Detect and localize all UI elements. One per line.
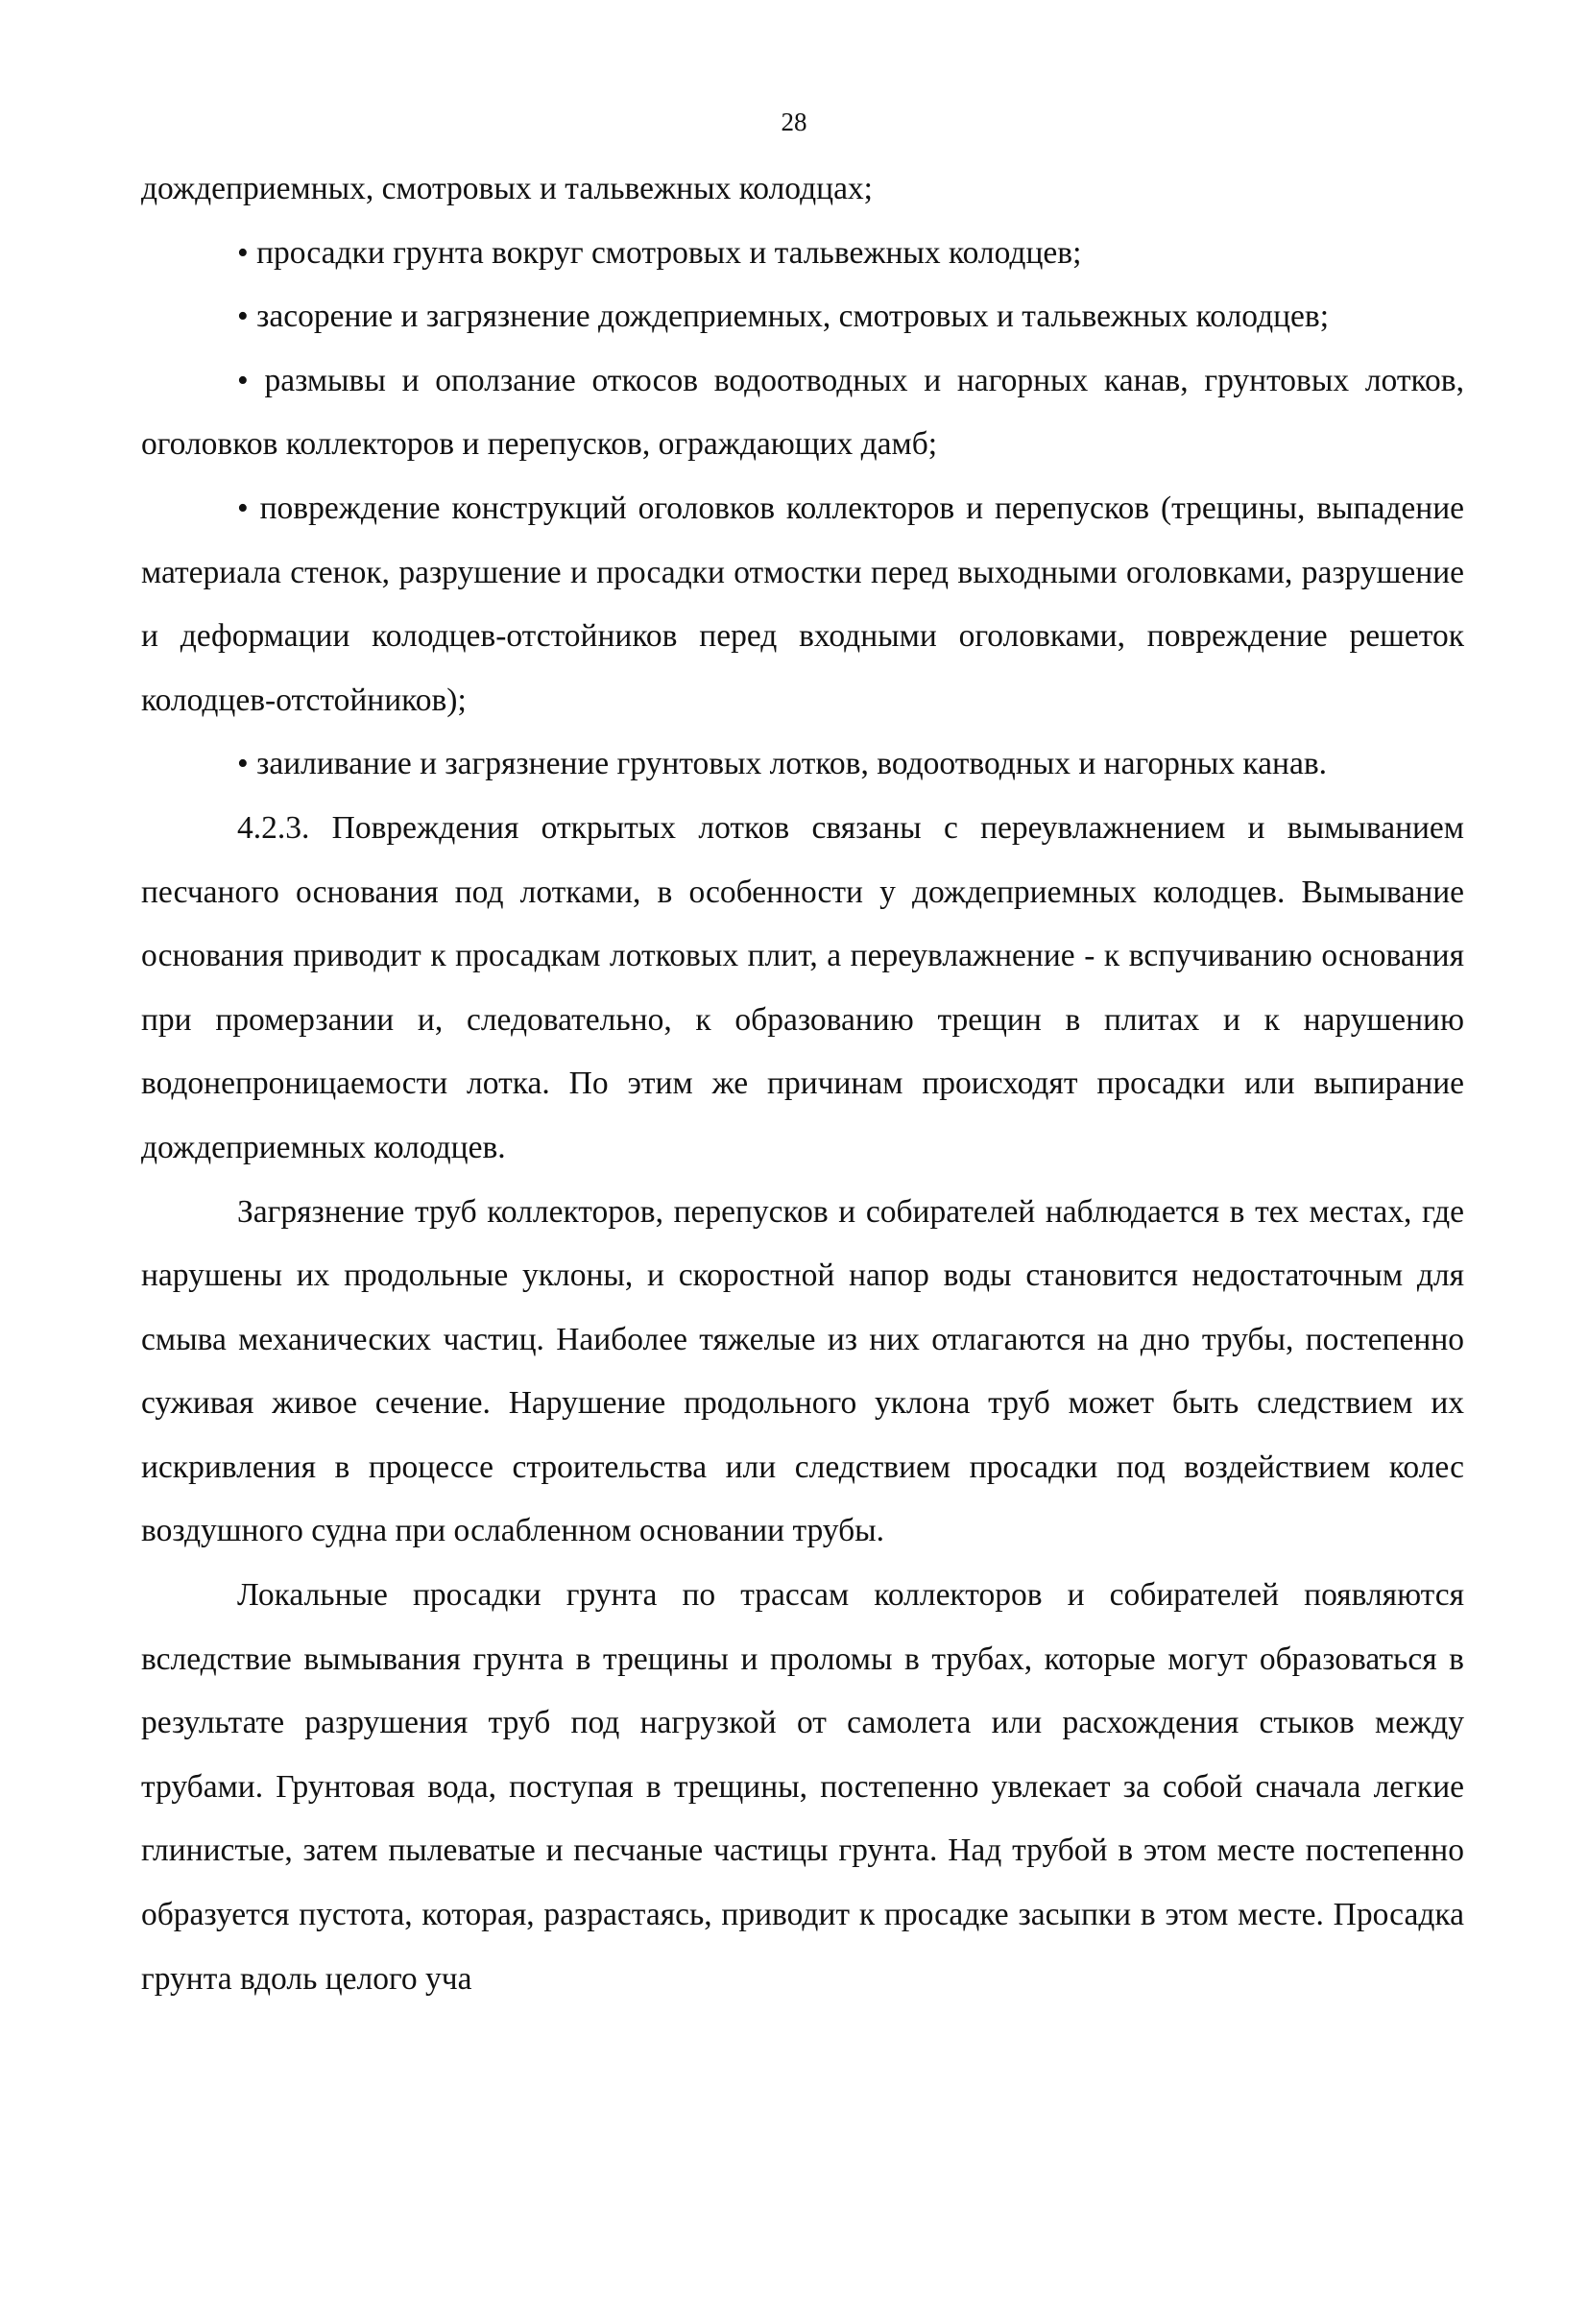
page-number: 28	[781, 108, 807, 136]
document-body	[141, 157, 1464, 2011]
list-item-clogging: • засорение и загрязнение дождеприемных, смотровых и тальвежных колодцев;	[237, 299, 1330, 335]
paragraph-pipe-contamination: Загрязнение труб коллекторов, перепусков и собирателей наблюдается в тех местах, где нарушены их продольные уклоны, и скоростной напор воды становится недостаточным для смыва механических частиц. Наиболее тяжелые из них отлагаются на дно трубы, постепенно суживая живое сечение. Нарушение продольного уклона труб может быть следствием их искривления в процессе строительства или следствием просадки под воздействием колес воздушного судна при ослабленном основании трубы.	[141, 1193, 1464, 1549]
list-item-headwall-damage: • повреждение конструкций оголовков коллекторов и перепусков (трещины, выпадение материала стенок, разрушение и просадки отмостки перед выходными оголовками, разрушение и деформации колодцев-отстойников перед входными оголовками, повреждение решеток колодцев-отстойников);	[141, 490, 1464, 718]
list-item-slope-erosion: • размывы и оползание откосов водоотводных и нагорных канав, грунтовых лотков, оголовков коллекторов и перепусков, ограждающих дамб;	[141, 362, 1464, 463]
paragraph-section-4-2-3: 4.2.3. Повреждения открытых лотков связаны с переувлажнением и вымыванием песчаного основания под лотками, в особенности у дождеприемных колодцев. Вымывание основания приводит к просадкам лотковых плит, а переувлажнение - к вспучиванию основания при промерзании и, следовательно, к образованию трещин в плитах и к нарушению водонепроницаемости лотка. По этим же причинам происходят просадки или выпирание дождеприемных колодцев.	[141, 809, 1464, 1165]
list-item-soil-subsidence: • просадки грунта вокруг смотровых и тальвежных колодцев;	[237, 234, 1082, 271]
paragraph-continuation: дождеприемных, смотровых и тальвежных колодцах;	[141, 171, 873, 206]
paragraph-local-subsidence: Локальные просадки грунта по трассам коллекторов и собирателей появляются вследствие вымывания грунта в трещины и проломы в трубах, которые могут образоваться в результате разрушения труб под нагрузкой от самолета или расхождения стыков между трубами. Грунтовая вода, поступая в трещины, постепенно увлекает за собой сначала легкие глинистые, затем пылеватые и песчаные частицы грунта. Над трубой в этом месте постепенно образуется пустота, которая, разрастаясь, приводит к просадке засыпки в этом месте. Просадка грунта вдоль целого уча	[141, 1577, 1464, 1997]
list-item-silting: • заиливание и загрязнение грунтовых лотков, водоотводных и нагорных канав.	[237, 746, 1328, 782]
